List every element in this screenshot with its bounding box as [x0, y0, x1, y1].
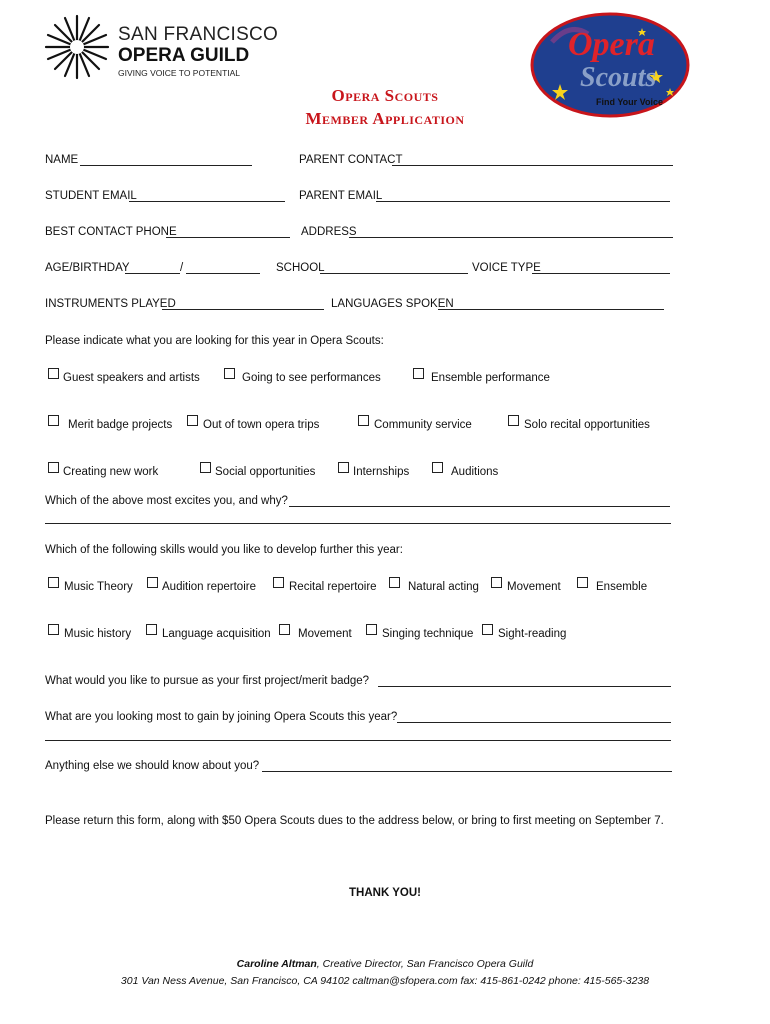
checkbox[interactable]: [147, 577, 158, 588]
parent-email-field[interactable]: [376, 201, 670, 202]
languages-field[interactable]: [438, 309, 664, 310]
age-birthday-label: AGE/BIRTHDAY: [45, 262, 130, 274]
best-phone-field[interactable]: [166, 237, 290, 238]
checkbox[interactable]: [146, 624, 157, 635]
address-label: ADDRESS: [301, 226, 357, 238]
school-label: SCHOOL: [276, 262, 325, 274]
languages-label: LANGUAGES SPOKEN: [331, 298, 454, 310]
checkbox[interactable]: [48, 368, 59, 379]
skill-label: Natural acting: [408, 581, 479, 593]
skill-label: Singing technique: [382, 628, 474, 640]
option-label: Guest speakers and artists: [63, 372, 200, 384]
contact-role: , Creative Director, San Francisco Opera Guild: [316, 958, 534, 970]
checkbox[interactable]: [358, 415, 369, 426]
option-label: Merit badge projects: [68, 419, 173, 431]
option-label: Auditions: [451, 466, 499, 478]
footer-contact: [0, 958, 770, 970]
option-label: Solo recital opportunities: [524, 419, 650, 431]
checkbox[interactable]: [413, 368, 424, 379]
skill-label: Language acquisition: [162, 628, 271, 640]
checkbox[interactable]: [491, 577, 502, 588]
checkbox[interactable]: [508, 415, 519, 426]
skill-label: Music history: [64, 628, 132, 640]
option-label: Ensemble performance: [431, 372, 550, 384]
first-project-field[interactable]: [378, 686, 671, 687]
checkbox[interactable]: [389, 577, 400, 588]
student-email-label: STUDENT EMAIL: [45, 190, 137, 202]
excites-field-2[interactable]: [45, 523, 671, 524]
gain-prompt: What are you looking most to gain by joining Opera Scouts this year?: [45, 711, 398, 723]
checkbox[interactable]: [338, 462, 349, 473]
skill-label: Movement: [298, 628, 352, 640]
birthday-field[interactable]: [186, 273, 260, 274]
option-label: Internships: [353, 466, 410, 478]
gain-field-2[interactable]: [45, 740, 671, 741]
first-project-prompt: What would you like to pursue as your first project/merit badge?: [45, 675, 370, 687]
checkbox[interactable]: [48, 577, 59, 588]
parent-email-label: PARENT EMAIL: [299, 190, 383, 202]
school-field[interactable]: [320, 273, 468, 274]
contact-name: Caroline Altman: [236, 958, 317, 970]
voice-type-label: VOICE TYPE: [472, 262, 541, 274]
address-field[interactable]: [349, 237, 673, 238]
skills-prompt: Which of the following skills would you like to develop further this year:: [45, 544, 403, 556]
checkbox[interactable]: [366, 624, 377, 635]
skill-label: Ensemble: [596, 581, 648, 593]
excites-prompt: Which of the above most excites you, and why?: [45, 495, 288, 507]
checkbox[interactable]: [577, 577, 588, 588]
instruments-field[interactable]: [162, 309, 324, 310]
interests-prompt: Please indicate what you are looking for this year in Opera Scouts:: [45, 335, 384, 347]
skill-label: Recital repertoire: [289, 581, 377, 593]
starburst-icon: [44, 14, 110, 80]
name-label: NAME: [45, 154, 79, 166]
voice-type-field[interactable]: [532, 273, 670, 274]
form-title-line1: Opera Scouts: [331, 86, 439, 105]
option-label: Social opportunities: [215, 466, 316, 478]
checkbox[interactable]: [273, 577, 284, 588]
checkbox[interactable]: [279, 624, 290, 635]
skill-label: Sight-reading: [498, 628, 567, 640]
option-label: Creating new work: [63, 466, 159, 478]
logo-word-scouts: Scouts: [580, 62, 657, 93]
guild-tagline: GIVING VOICE TO POTENTIAL: [118, 68, 241, 78]
parent-contact-label: PARENT CONTACT: [299, 154, 403, 166]
guild-name-line1: SAN FRANCISCO: [118, 24, 279, 45]
anything-else-field[interactable]: [262, 771, 672, 772]
excites-field[interactable]: [289, 506, 670, 507]
anything-else-prompt: Anything else we should know about you?: [45, 760, 260, 772]
form-title-line2: Member Application: [305, 109, 465, 128]
birthday-slash: /: [180, 262, 184, 274]
checkbox[interactable]: [48, 415, 59, 426]
parent-contact-field[interactable]: [392, 165, 673, 166]
return-instructions: Please return this form, along with $50 Opera Scouts dues to the address below, or bring to first meeting on September 7.: [45, 815, 664, 827]
footer-address: 301 Van Ness Avenue, San Francisco, CA 94102 caltman@sfopera.com fax: 415-861-0242 phone: 415-565-3238: [120, 975, 650, 987]
name-field[interactable]: [80, 165, 252, 166]
checkbox[interactable]: [224, 368, 235, 379]
guild-name-line2: OPERA GUILD: [118, 45, 250, 66]
checkbox[interactable]: [187, 415, 198, 426]
option-label: Out of town opera trips: [203, 419, 320, 431]
best-phone-label: BEST CONTACT PHONE: [45, 226, 177, 238]
thank-you: THANK YOU!: [349, 887, 421, 899]
age-field[interactable]: [125, 273, 180, 274]
gain-field[interactable]: [397, 722, 671, 723]
checkbox[interactable]: [482, 624, 493, 635]
checkbox[interactable]: [432, 462, 443, 473]
logo-tagline: Find Your Voice: [596, 97, 664, 107]
instruments-label: INSTRUMENTS PLAYED: [45, 298, 176, 310]
student-email-field[interactable]: [129, 201, 285, 202]
checkbox[interactable]: [48, 624, 59, 635]
guild-logo: [44, 14, 284, 84]
skill-label: Music Theory: [64, 581, 133, 593]
skill-label: Movement: [507, 581, 561, 593]
option-label: Going to see performances: [242, 372, 381, 384]
option-label: Community service: [374, 419, 472, 431]
checkbox[interactable]: [48, 462, 59, 473]
checkbox[interactable]: [200, 462, 211, 473]
logo-word-opera: Opera: [568, 26, 655, 63]
skill-label: Audition repertoire: [162, 581, 256, 593]
